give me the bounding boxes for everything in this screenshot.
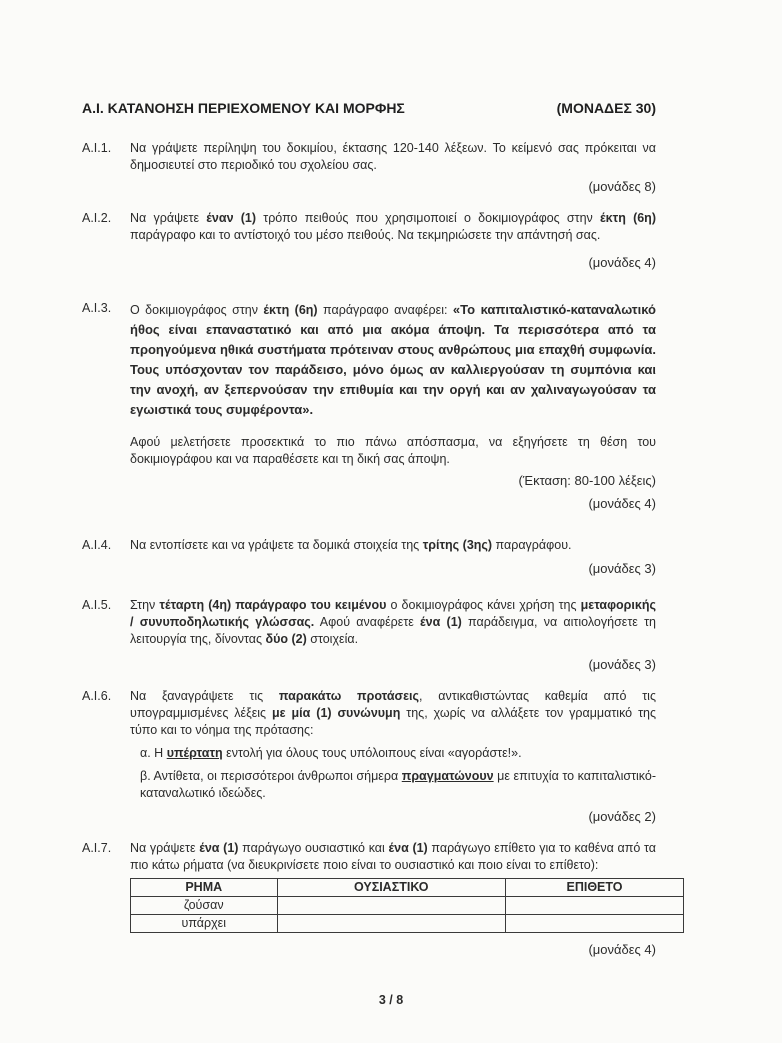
question-number: Α.Ι.5. bbox=[82, 598, 112, 612]
table-header-row bbox=[131, 879, 684, 897]
question-text: Να εντοπίσετε και να γράψετε τα δομικά στοιχεία της τρίτης (3ης) παραγράφου. bbox=[130, 538, 572, 552]
section-units: (ΜΟΝΑΔΕΣ 30) bbox=[556, 100, 656, 116]
question-number: Α.Ι.4. bbox=[82, 538, 112, 552]
table-row bbox=[131, 897, 684, 915]
question-a-i-7 bbox=[82, 840, 656, 958]
question-a-i-1 bbox=[82, 140, 656, 195]
question-a-i-5 bbox=[82, 597, 656, 673]
question-number: Α.Ι.3. bbox=[82, 301, 112, 315]
table-header: ΡΗΜΑ bbox=[131, 879, 278, 897]
question-marks: (μονάδες 4) bbox=[588, 255, 656, 270]
table-row bbox=[131, 915, 684, 933]
question-number: Α.Ι.6. bbox=[82, 689, 112, 703]
sentence-a: α. Η υπέρτατη εντολή για όλους τους υπόλοιπους είναι «αγοράστε!». bbox=[140, 746, 522, 760]
question-a-i-4 bbox=[82, 537, 656, 577]
question-text: Να γράψετε ένα (1) παράγωγο ουσιαστικό και ένα (1) παράγωγο επίθετο για το καθένα από τα πιο κάτω ρήματα (να διευκρινίσετε ποιο είναι το ουσιαστικό και ποιο είναι το επίθετο): bbox=[130, 841, 657, 872]
quoted-excerpt: «Το καπιταλιστικό-καταναλωτικό ήθος είναι επαναστατικό και από μια ακόμα άποψη. Τα περισσότερα από τα προηγούμενα ηθικά συστήματα πρότειναν στους ανθρώπους μια επαχθή συμφωνία. Τους υπόσχονταν τον παράδεισο, μόνο όμως αν καλλιεργούσαν τη συμπόνια και την ανοχή, αν ξεπερνούσαν την επιθυμία και την οργή και αν χαλιναγωγούσαν τα εγωιστικά τους συμφέροντα». bbox=[130, 302, 656, 417]
table-cell bbox=[277, 915, 506, 933]
table-cell-verb: ζούσαν bbox=[131, 897, 278, 915]
question-marks: (μονάδες 2) bbox=[588, 809, 656, 824]
question-text: Να γράψετε περίληψη του δοκιμίου, έκτασης 120-140 λέξεων. Το κείμενό σας πρόκειται να δημοσιευτεί στο περιοδικό του σχολείου σας. bbox=[130, 141, 656, 172]
section-header bbox=[82, 100, 656, 116]
question-marks: (μονάδες 3) bbox=[588, 657, 656, 672]
question-number: Α.Ι.7. bbox=[82, 841, 112, 855]
question-a-i-2 bbox=[82, 210, 656, 271]
question-text: Να ξαναγράψετε τις παρακάτω προτάσεις, αντικαθιστώντας καθεμία από τις υπογραμμισμένες λέξεις με μία (1) συνώνυμη της, χωρίς να αλλάξετε τον γραμματικό της τύπο και το νόημα της πρότασης: bbox=[130, 689, 656, 737]
table-header: ΟΥΣΙΑΣΤΙΚΟ bbox=[277, 879, 506, 897]
question-marks: (μονάδες 3) bbox=[588, 561, 656, 576]
table-header: ΕΠΙΘΕΤΟ bbox=[506, 879, 684, 897]
question-text: Ο δοκιμιογράφος στην έκτη (6η) παράγραφο αναφέρει: «Το καπιταλιστικό-καταναλωτικό ήθος είναι επαναστατικό και από μια ακόμα άποψη. Τα περισσότερα από τα προηγούμενα ηθικά συστήματα πρότειναν στους ανθρώπους μια επαχθή συμφωνία. Τους υπόσχονταν τον παράδεισο, μόνο όμως αν καλλιεργούσαν τη συμπόνια και την ανοχή, αν ξεπερνούσαν την επιθυμία και την οργή και αν χαλιναγωγούσαν τα εγωιστικά τους συμφέροντα». bbox=[130, 302, 656, 417]
question-instruction: Αφού μελετήσετε προσεκτικά το πιο πάνω απόσπασμα, να εξηγήσετε τη θέση του δοκιμιογράφου και να παραθέσετε και τη δική σας άποψη. bbox=[130, 435, 656, 466]
underlined-word: πραγματώνουν bbox=[401, 769, 494, 783]
question-marks: (μονάδες 4) bbox=[588, 942, 656, 957]
section-title: Α.Ι. ΚΑΤΑΝΟΗΣΗ ΠΕΡΙΕΧΟΜΕΝΟΥ ΚΑΙ ΜΟΡΦΗΣ bbox=[82, 100, 405, 116]
question-marks: (μονάδες 4) bbox=[588, 496, 656, 511]
table-cell bbox=[277, 897, 506, 915]
question-extent: (Έκταση: 80-100 λέξεις) bbox=[518, 473, 656, 488]
words-table bbox=[130, 878, 684, 933]
question-marks: (μονάδες 8) bbox=[588, 179, 656, 194]
question-number: Α.Ι.1. bbox=[82, 141, 112, 155]
table-cell bbox=[506, 897, 684, 915]
table-cell bbox=[506, 915, 684, 933]
question-text: Στην τέταρτη (4η) παράγραφο του κειμένου ο δοκιμιογράφος κάνει χρήση της μεταφορικής / συνυποδηλωτικής γλώσσας. Αφού αναφέρετε ένα (1) παράδειγμα, να αιτιολογήσετε τη λειτουργία της, δίνοντας δύο (2) στοιχεία. bbox=[130, 598, 656, 646]
underlined-word: υπέρτατη bbox=[166, 746, 223, 760]
question-number: Α.Ι.2. bbox=[82, 211, 112, 225]
table-cell-verb: υπάρχει bbox=[131, 915, 278, 933]
page-number: 3 / 8 bbox=[378, 993, 404, 1007]
question-a-i-3 bbox=[82, 300, 656, 512]
question-text: Να γράψετε έναν (1) τρόπο πειθούς που χρησιμοποιεί ο δοκιμιογράφος στην έκτη (6η) παράγραφο και το αντίστοιχό του μέσο πειθούς. Να τεκμηριώσετε την απάντησή σας. bbox=[130, 211, 656, 242]
sentence-b: β. Αντίθετα, οι περισσότεροι άνθρωποι σήμερα πραγματώνουν με επιτυχία το καπιταλιστικό-καταναλωτικό ιδεώδες. bbox=[140, 769, 656, 800]
question-a-i-6 bbox=[82, 688, 656, 825]
